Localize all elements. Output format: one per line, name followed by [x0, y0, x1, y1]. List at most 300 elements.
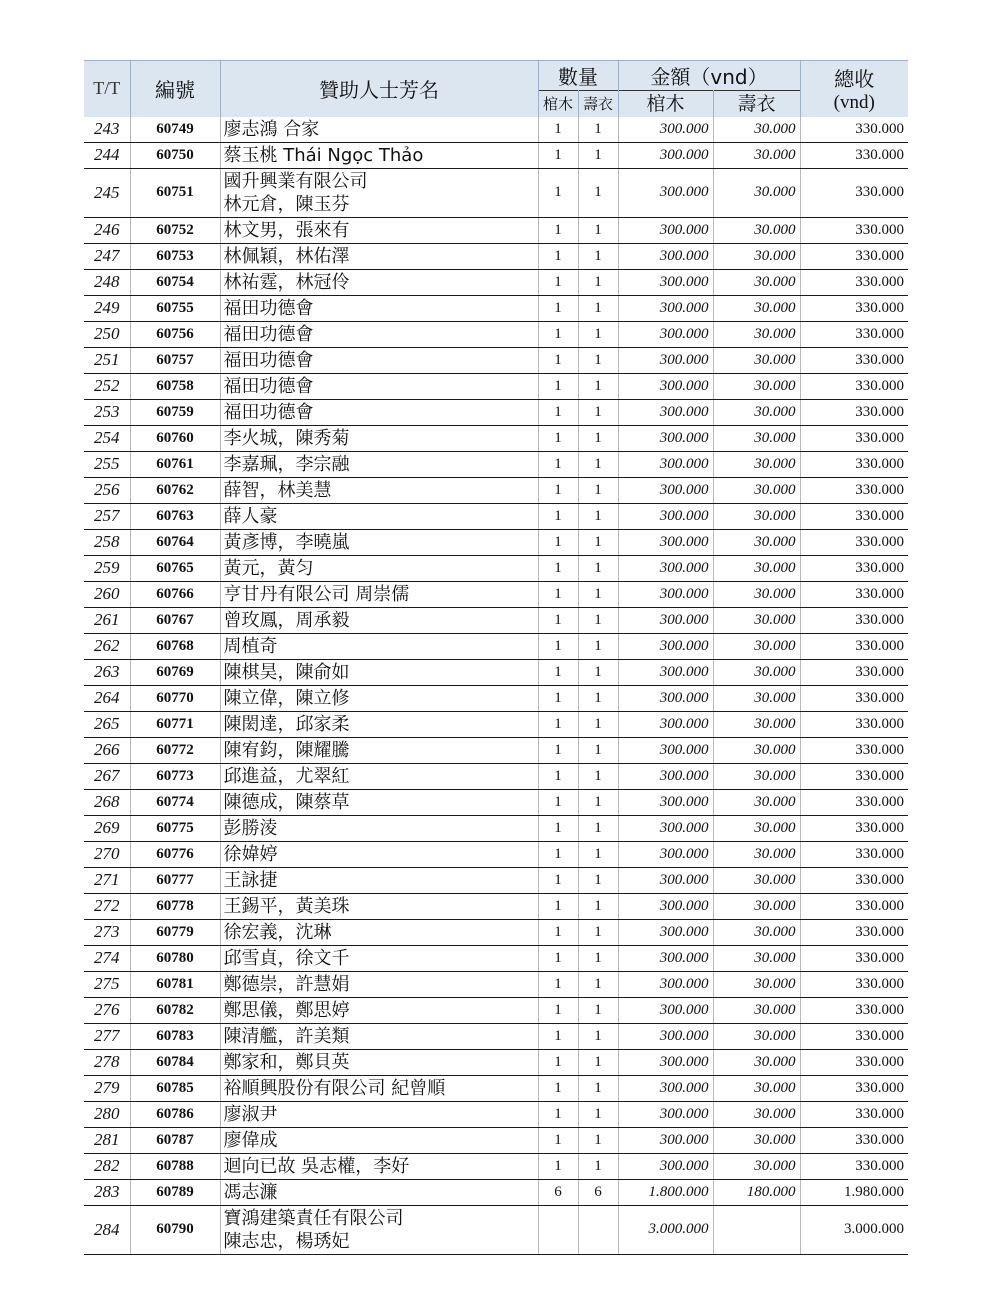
row-total: 330.000 — [800, 477, 908, 503]
row-amount-robe: 180.000 — [713, 1179, 800, 1205]
row-amount-robe: 30.000 — [713, 789, 800, 815]
table-row — [84, 399, 908, 425]
row-qty-robe: 1 — [578, 477, 618, 503]
row-amount-robe: 30.000 — [713, 503, 800, 529]
row-qty-robe: 1 — [578, 789, 618, 815]
row-number: 279 — [84, 1075, 130, 1101]
header-total-label: 總收 — [834, 67, 875, 92]
table-row — [84, 971, 908, 997]
row-donor-name: 陳棋昊，陳俞如 — [220, 659, 538, 685]
table-row — [84, 1205, 908, 1254]
header-amount-coffin: 棺木 — [618, 91, 713, 117]
row-total: 330.000 — [800, 867, 908, 893]
row-code: 60759 — [130, 399, 220, 425]
row-qty-coffin: 1 — [538, 117, 578, 143]
header-name: 贊助人士芳名 — [220, 61, 538, 117]
table-row — [84, 1101, 908, 1127]
row-number: 266 — [84, 737, 130, 763]
table-row — [84, 217, 908, 243]
row-qty-coffin: 6 — [538, 1179, 578, 1205]
row-qty-robe: 1 — [578, 763, 618, 789]
row-amount-robe: 30.000 — [713, 1023, 800, 1049]
row-donor-name: 寶鴻建築責任有限公司 陳志忠，楊琇妃 — [220, 1205, 538, 1254]
row-qty-coffin: 1 — [538, 425, 578, 451]
row-code: 60773 — [130, 763, 220, 789]
row-amount-robe: 30.000 — [713, 529, 800, 555]
table-row — [84, 789, 908, 815]
row-amount-robe: 30.000 — [713, 269, 800, 295]
row-total: 330.000 — [800, 168, 908, 217]
row-number: 259 — [84, 555, 130, 581]
row-amount-robe: 30.000 — [713, 1101, 800, 1127]
header-total-unit: (vnd) — [833, 92, 875, 114]
row-amount-robe: 30.000 — [713, 243, 800, 269]
row-amount-coffin: 300.000 — [618, 451, 713, 477]
row-number: 247 — [84, 243, 130, 269]
row-qty-coffin — [538, 1205, 578, 1254]
row-amount-coffin: 300.000 — [618, 685, 713, 711]
row-qty-robe: 1 — [578, 217, 618, 243]
row-donor-name: 陳閎達，邱家柔 — [220, 711, 538, 737]
row-total: 330.000 — [800, 269, 908, 295]
row-qty-robe: 1 — [578, 1049, 618, 1075]
row-total: 330.000 — [800, 321, 908, 347]
row-amount-robe: 30.000 — [713, 142, 800, 168]
row-donor-name: 王錫平，黃美珠 — [220, 893, 538, 919]
row-number: 256 — [84, 477, 130, 503]
row-number: 264 — [84, 685, 130, 711]
row-qty-robe: 1 — [578, 815, 618, 841]
row-qty-robe: 1 — [578, 581, 618, 607]
row-qty-robe: 1 — [578, 529, 618, 555]
row-donor-name: 王詠捷 — [220, 867, 538, 893]
row-qty-robe: 1 — [578, 451, 618, 477]
row-amount-coffin: 300.000 — [618, 737, 713, 763]
row-qty-coffin: 1 — [538, 217, 578, 243]
header-qty-robe: 壽衣 — [578, 91, 618, 117]
row-amount-robe: 30.000 — [713, 581, 800, 607]
row-amount-robe: 30.000 — [713, 841, 800, 867]
row-qty-coffin: 1 — [538, 1023, 578, 1049]
row-qty-robe: 1 — [578, 425, 618, 451]
row-total: 330.000 — [800, 997, 908, 1023]
row-amount-robe: 30.000 — [713, 659, 800, 685]
row-code: 60771 — [130, 711, 220, 737]
row-amount-coffin: 300.000 — [618, 1049, 713, 1075]
row-code: 60785 — [130, 1075, 220, 1101]
row-qty-robe: 1 — [578, 945, 618, 971]
table-row — [84, 711, 908, 737]
row-number: 250 — [84, 321, 130, 347]
row-code: 60778 — [130, 893, 220, 919]
table-row — [84, 117, 908, 143]
row-qty-coffin: 1 — [538, 1075, 578, 1101]
row-donor-name: 福田功德會 — [220, 399, 538, 425]
row-qty-coffin: 1 — [538, 295, 578, 321]
row-amount-robe: 30.000 — [713, 633, 800, 659]
table-row — [84, 243, 908, 269]
row-amount-robe: 30.000 — [713, 168, 800, 217]
header-code: 編號 — [130, 61, 220, 117]
row-total: 330.000 — [800, 529, 908, 555]
row-total: 330.000 — [800, 763, 908, 789]
row-amount-coffin: 300.000 — [618, 659, 713, 685]
row-amount-coffin: 300.000 — [618, 477, 713, 503]
row-number: 280 — [84, 1101, 130, 1127]
row-qty-robe: 1 — [578, 1023, 618, 1049]
row-code: 60761 — [130, 451, 220, 477]
row-qty-robe: 1 — [578, 373, 618, 399]
row-amount-coffin: 300.000 — [618, 142, 713, 168]
row-total: 330.000 — [800, 373, 908, 399]
row-total: 330.000 — [800, 659, 908, 685]
row-qty-coffin: 1 — [538, 659, 578, 685]
row-donor-name: 廖淑尹 — [220, 1101, 538, 1127]
row-number: 268 — [84, 789, 130, 815]
row-qty-coffin: 1 — [538, 451, 578, 477]
table-row — [84, 893, 908, 919]
row-number: 254 — [84, 425, 130, 451]
header-qty: 數量 — [538, 61, 618, 91]
row-donor-name: 周植奇 — [220, 633, 538, 659]
row-amount-robe: 30.000 — [713, 997, 800, 1023]
row-code: 60768 — [130, 633, 220, 659]
row-qty-coffin: 1 — [538, 815, 578, 841]
row-number: 270 — [84, 841, 130, 867]
row-amount-robe: 30.000 — [713, 893, 800, 919]
row-qty-robe: 1 — [578, 555, 618, 581]
row-number: 283 — [84, 1179, 130, 1205]
row-total: 330.000 — [800, 555, 908, 581]
row-qty-coffin: 1 — [538, 893, 578, 919]
table-row — [84, 1127, 908, 1153]
row-code: 60758 — [130, 373, 220, 399]
row-qty-coffin: 1 — [538, 685, 578, 711]
row-number: 262 — [84, 633, 130, 659]
row-number: 276 — [84, 997, 130, 1023]
row-qty-robe: 1 — [578, 607, 618, 633]
row-donor-name: 徐宏義，沈琳 — [220, 919, 538, 945]
row-qty-robe: 1 — [578, 997, 618, 1023]
row-donor-name: 邱雪貞，徐文千 — [220, 945, 538, 971]
row-amount-coffin: 3.000.000 — [618, 1205, 713, 1254]
row-total: 330.000 — [800, 971, 908, 997]
table-row — [84, 1049, 908, 1075]
row-number: 265 — [84, 711, 130, 737]
row-code: 60757 — [130, 347, 220, 373]
row-qty-robe: 1 — [578, 399, 618, 425]
row-number: 269 — [84, 815, 130, 841]
row-code: 60776 — [130, 841, 220, 867]
row-amount-coffin: 300.000 — [618, 945, 713, 971]
row-total: 330.000 — [800, 503, 908, 529]
row-amount-coffin: 300.000 — [618, 1127, 713, 1153]
row-code: 60764 — [130, 529, 220, 555]
row-total: 330.000 — [800, 142, 908, 168]
row-qty-coffin: 1 — [538, 1153, 578, 1179]
row-total: 330.000 — [800, 919, 908, 945]
row-donor-name: 李嘉珮，李宗融 — [220, 451, 538, 477]
row-qty-coffin: 1 — [538, 347, 578, 373]
row-qty-coffin: 1 — [538, 269, 578, 295]
row-amount-coffin: 300.000 — [618, 971, 713, 997]
row-amount-robe: 30.000 — [713, 919, 800, 945]
row-total: 330.000 — [800, 451, 908, 477]
row-code: 60754 — [130, 269, 220, 295]
row-code: 60756 — [130, 321, 220, 347]
row-number: 258 — [84, 529, 130, 555]
row-qty-coffin: 1 — [538, 477, 578, 503]
row-code: 60765 — [130, 555, 220, 581]
row-total: 330.000 — [800, 425, 908, 451]
row-qty-coffin: 1 — [538, 243, 578, 269]
row-amount-coffin: 300.000 — [618, 1023, 713, 1049]
row-donor-name: 薛人豪 — [220, 503, 538, 529]
table-row — [84, 1179, 908, 1205]
table-row — [84, 685, 908, 711]
row-amount-coffin: 300.000 — [618, 763, 713, 789]
row-qty-coffin: 1 — [538, 945, 578, 971]
row-total: 330.000 — [800, 815, 908, 841]
row-qty-coffin: 1 — [538, 919, 578, 945]
row-qty-coffin: 1 — [538, 607, 578, 633]
row-qty-robe: 1 — [578, 168, 618, 217]
table-row — [84, 142, 908, 168]
row-total: 1.980.000 — [800, 1179, 908, 1205]
header-total — [800, 61, 908, 117]
row-number: 273 — [84, 919, 130, 945]
table-row — [84, 607, 908, 633]
row-number: 284 — [84, 1205, 130, 1254]
row-qty-coffin: 1 — [538, 399, 578, 425]
row-amount-robe: 30.000 — [713, 971, 800, 997]
row-qty-coffin: 1 — [538, 321, 578, 347]
row-code: 60767 — [130, 607, 220, 633]
row-amount-coffin: 300.000 — [618, 633, 713, 659]
row-total: 330.000 — [800, 737, 908, 763]
row-donor-name: 林佩穎，林佑澤 — [220, 243, 538, 269]
table-row — [84, 529, 908, 555]
row-amount-coffin: 1.800.000 — [618, 1179, 713, 1205]
header-amount-robe: 壽衣 — [713, 91, 800, 117]
row-amount-robe — [713, 1205, 800, 1254]
row-qty-robe: 1 — [578, 295, 618, 321]
row-amount-coffin: 300.000 — [618, 581, 713, 607]
row-number: 271 — [84, 867, 130, 893]
row-code: 60755 — [130, 295, 220, 321]
row-amount-coffin: 300.000 — [618, 711, 713, 737]
table-row — [84, 1153, 908, 1179]
row-qty-robe: 1 — [578, 1101, 618, 1127]
row-donor-name: 福田功德會 — [220, 373, 538, 399]
row-code: 60786 — [130, 1101, 220, 1127]
row-donor-name: 福田功德會 — [220, 321, 538, 347]
row-qty-coffin: 1 — [538, 1101, 578, 1127]
table-row — [84, 269, 908, 295]
row-code: 60789 — [130, 1179, 220, 1205]
row-total: 330.000 — [800, 217, 908, 243]
row-qty-coffin: 1 — [538, 529, 578, 555]
row-qty-coffin: 1 — [538, 789, 578, 815]
row-code: 60760 — [130, 425, 220, 451]
row-number: 253 — [84, 399, 130, 425]
row-amount-robe: 30.000 — [713, 763, 800, 789]
row-total: 330.000 — [800, 399, 908, 425]
row-donor-name: 國升興業有限公司 林元倉，陳玉芬 — [220, 168, 538, 217]
row-code: 60763 — [130, 503, 220, 529]
row-amount-coffin: 300.000 — [618, 789, 713, 815]
row-amount-robe: 30.000 — [713, 217, 800, 243]
row-amount-coffin: 300.000 — [618, 425, 713, 451]
row-donor-name: 鄭思儀，鄭思婷 — [220, 997, 538, 1023]
table-row — [84, 347, 908, 373]
row-qty-robe: 1 — [578, 841, 618, 867]
row-amount-coffin: 300.000 — [618, 555, 713, 581]
row-qty-robe: 1 — [578, 269, 618, 295]
row-donor-name: 陳立偉，陳立修 — [220, 685, 538, 711]
row-amount-coffin: 300.000 — [618, 867, 713, 893]
row-number: 275 — [84, 971, 130, 997]
row-number: 281 — [84, 1127, 130, 1153]
row-donor-name: 林祐霆，林冠伶 — [220, 269, 538, 295]
row-amount-robe: 30.000 — [713, 321, 800, 347]
table-row — [84, 1075, 908, 1101]
table-row — [84, 555, 908, 581]
row-amount-coffin: 300.000 — [618, 321, 713, 347]
row-total: 330.000 — [800, 945, 908, 971]
row-total: 330.000 — [800, 789, 908, 815]
row-qty-robe: 1 — [578, 503, 618, 529]
row-qty-robe: 1 — [578, 919, 618, 945]
row-amount-coffin: 300.000 — [618, 117, 713, 143]
row-amount-robe: 30.000 — [713, 373, 800, 399]
header-qty-coffin: 棺木 — [538, 91, 578, 117]
row-qty-coffin: 1 — [538, 581, 578, 607]
row-code: 60749 — [130, 117, 220, 143]
row-total: 330.000 — [800, 1049, 908, 1075]
row-number: 261 — [84, 607, 130, 633]
table-row — [84, 321, 908, 347]
row-qty-coffin: 1 — [538, 373, 578, 399]
row-total: 330.000 — [800, 1127, 908, 1153]
row-qty-robe: 1 — [578, 971, 618, 997]
row-donor-name: 徐媁婷 — [220, 841, 538, 867]
row-donor-name: 蔡玉桃 Thái Ngọc Thảo — [220, 142, 538, 168]
row-total: 330.000 — [800, 295, 908, 321]
row-code: 60762 — [130, 477, 220, 503]
row-number: 243 — [84, 117, 130, 143]
table-row — [84, 737, 908, 763]
header-amount: 金額（vnd） — [618, 61, 800, 91]
row-qty-robe: 1 — [578, 893, 618, 919]
row-donor-name: 福田功德會 — [220, 295, 538, 321]
row-qty-robe: 1 — [578, 711, 618, 737]
row-code: 60779 — [130, 919, 220, 945]
row-number: 272 — [84, 893, 130, 919]
row-qty-robe: 1 — [578, 685, 618, 711]
table-row — [84, 168, 908, 217]
row-amount-coffin: 300.000 — [618, 815, 713, 841]
row-amount-robe: 30.000 — [713, 685, 800, 711]
row-total: 330.000 — [800, 711, 908, 737]
row-amount-robe: 30.000 — [713, 737, 800, 763]
row-number: 260 — [84, 581, 130, 607]
row-qty-robe: 1 — [578, 117, 618, 143]
table-row — [84, 373, 908, 399]
row-qty-robe: 1 — [578, 142, 618, 168]
row-qty-robe: 1 — [578, 347, 618, 373]
row-qty-coffin: 1 — [538, 997, 578, 1023]
row-donor-name: 陳清艦，許美類 — [220, 1023, 538, 1049]
row-donor-name: 林文男，張來有 — [220, 217, 538, 243]
row-total: 330.000 — [800, 1075, 908, 1101]
row-qty-coffin: 1 — [538, 711, 578, 737]
row-amount-coffin: 300.000 — [618, 168, 713, 217]
table-row — [84, 945, 908, 971]
row-number: 282 — [84, 1153, 130, 1179]
row-number: 248 — [84, 269, 130, 295]
row-amount-coffin: 300.000 — [618, 243, 713, 269]
row-amount-robe: 30.000 — [713, 711, 800, 737]
row-total: 330.000 — [800, 1153, 908, 1179]
row-amount-robe: 30.000 — [713, 425, 800, 451]
table-row — [84, 763, 908, 789]
row-donor-name: 李火城，陳秀菊 — [220, 425, 538, 451]
table-row — [84, 295, 908, 321]
row-qty-robe: 1 — [578, 867, 618, 893]
row-donor-name: 彭勝淩 — [220, 815, 538, 841]
row-amount-robe: 30.000 — [713, 347, 800, 373]
row-donor-name: 邱進益，尤翠紅 — [220, 763, 538, 789]
row-total: 330.000 — [800, 633, 908, 659]
row-qty-robe: 1 — [578, 659, 618, 685]
table-row — [84, 919, 908, 945]
row-code: 60774 — [130, 789, 220, 815]
row-donor-name: 鄭家和，鄭貝英 — [220, 1049, 538, 1075]
row-amount-coffin: 300.000 — [618, 503, 713, 529]
row-number: 251 — [84, 347, 130, 373]
row-code: 60753 — [130, 243, 220, 269]
row-qty-robe: 1 — [578, 243, 618, 269]
row-qty-coffin: 1 — [538, 633, 578, 659]
table-row — [84, 451, 908, 477]
row-qty-coffin: 1 — [538, 1049, 578, 1075]
row-amount-robe: 30.000 — [713, 477, 800, 503]
row-code: 60775 — [130, 815, 220, 841]
row-amount-coffin: 300.000 — [618, 269, 713, 295]
row-total: 330.000 — [800, 893, 908, 919]
table-row — [84, 815, 908, 841]
row-qty-coffin: 1 — [538, 1127, 578, 1153]
row-total: 330.000 — [800, 581, 908, 607]
row-code: 60777 — [130, 867, 220, 893]
row-donor-name: 廖志鴻 合家 — [220, 117, 538, 143]
row-number: 246 — [84, 217, 130, 243]
row-code: 60770 — [130, 685, 220, 711]
row-total: 330.000 — [800, 243, 908, 269]
row-number: 274 — [84, 945, 130, 971]
row-qty-coffin: 1 — [538, 763, 578, 789]
table-row — [84, 581, 908, 607]
row-total: 330.000 — [800, 607, 908, 633]
row-code: 60766 — [130, 581, 220, 607]
row-qty-coffin: 1 — [538, 555, 578, 581]
row-total: 330.000 — [800, 347, 908, 373]
row-amount-robe: 30.000 — [713, 867, 800, 893]
row-code: 60772 — [130, 737, 220, 763]
row-amount-robe: 30.000 — [713, 945, 800, 971]
row-total: 330.000 — [800, 1101, 908, 1127]
